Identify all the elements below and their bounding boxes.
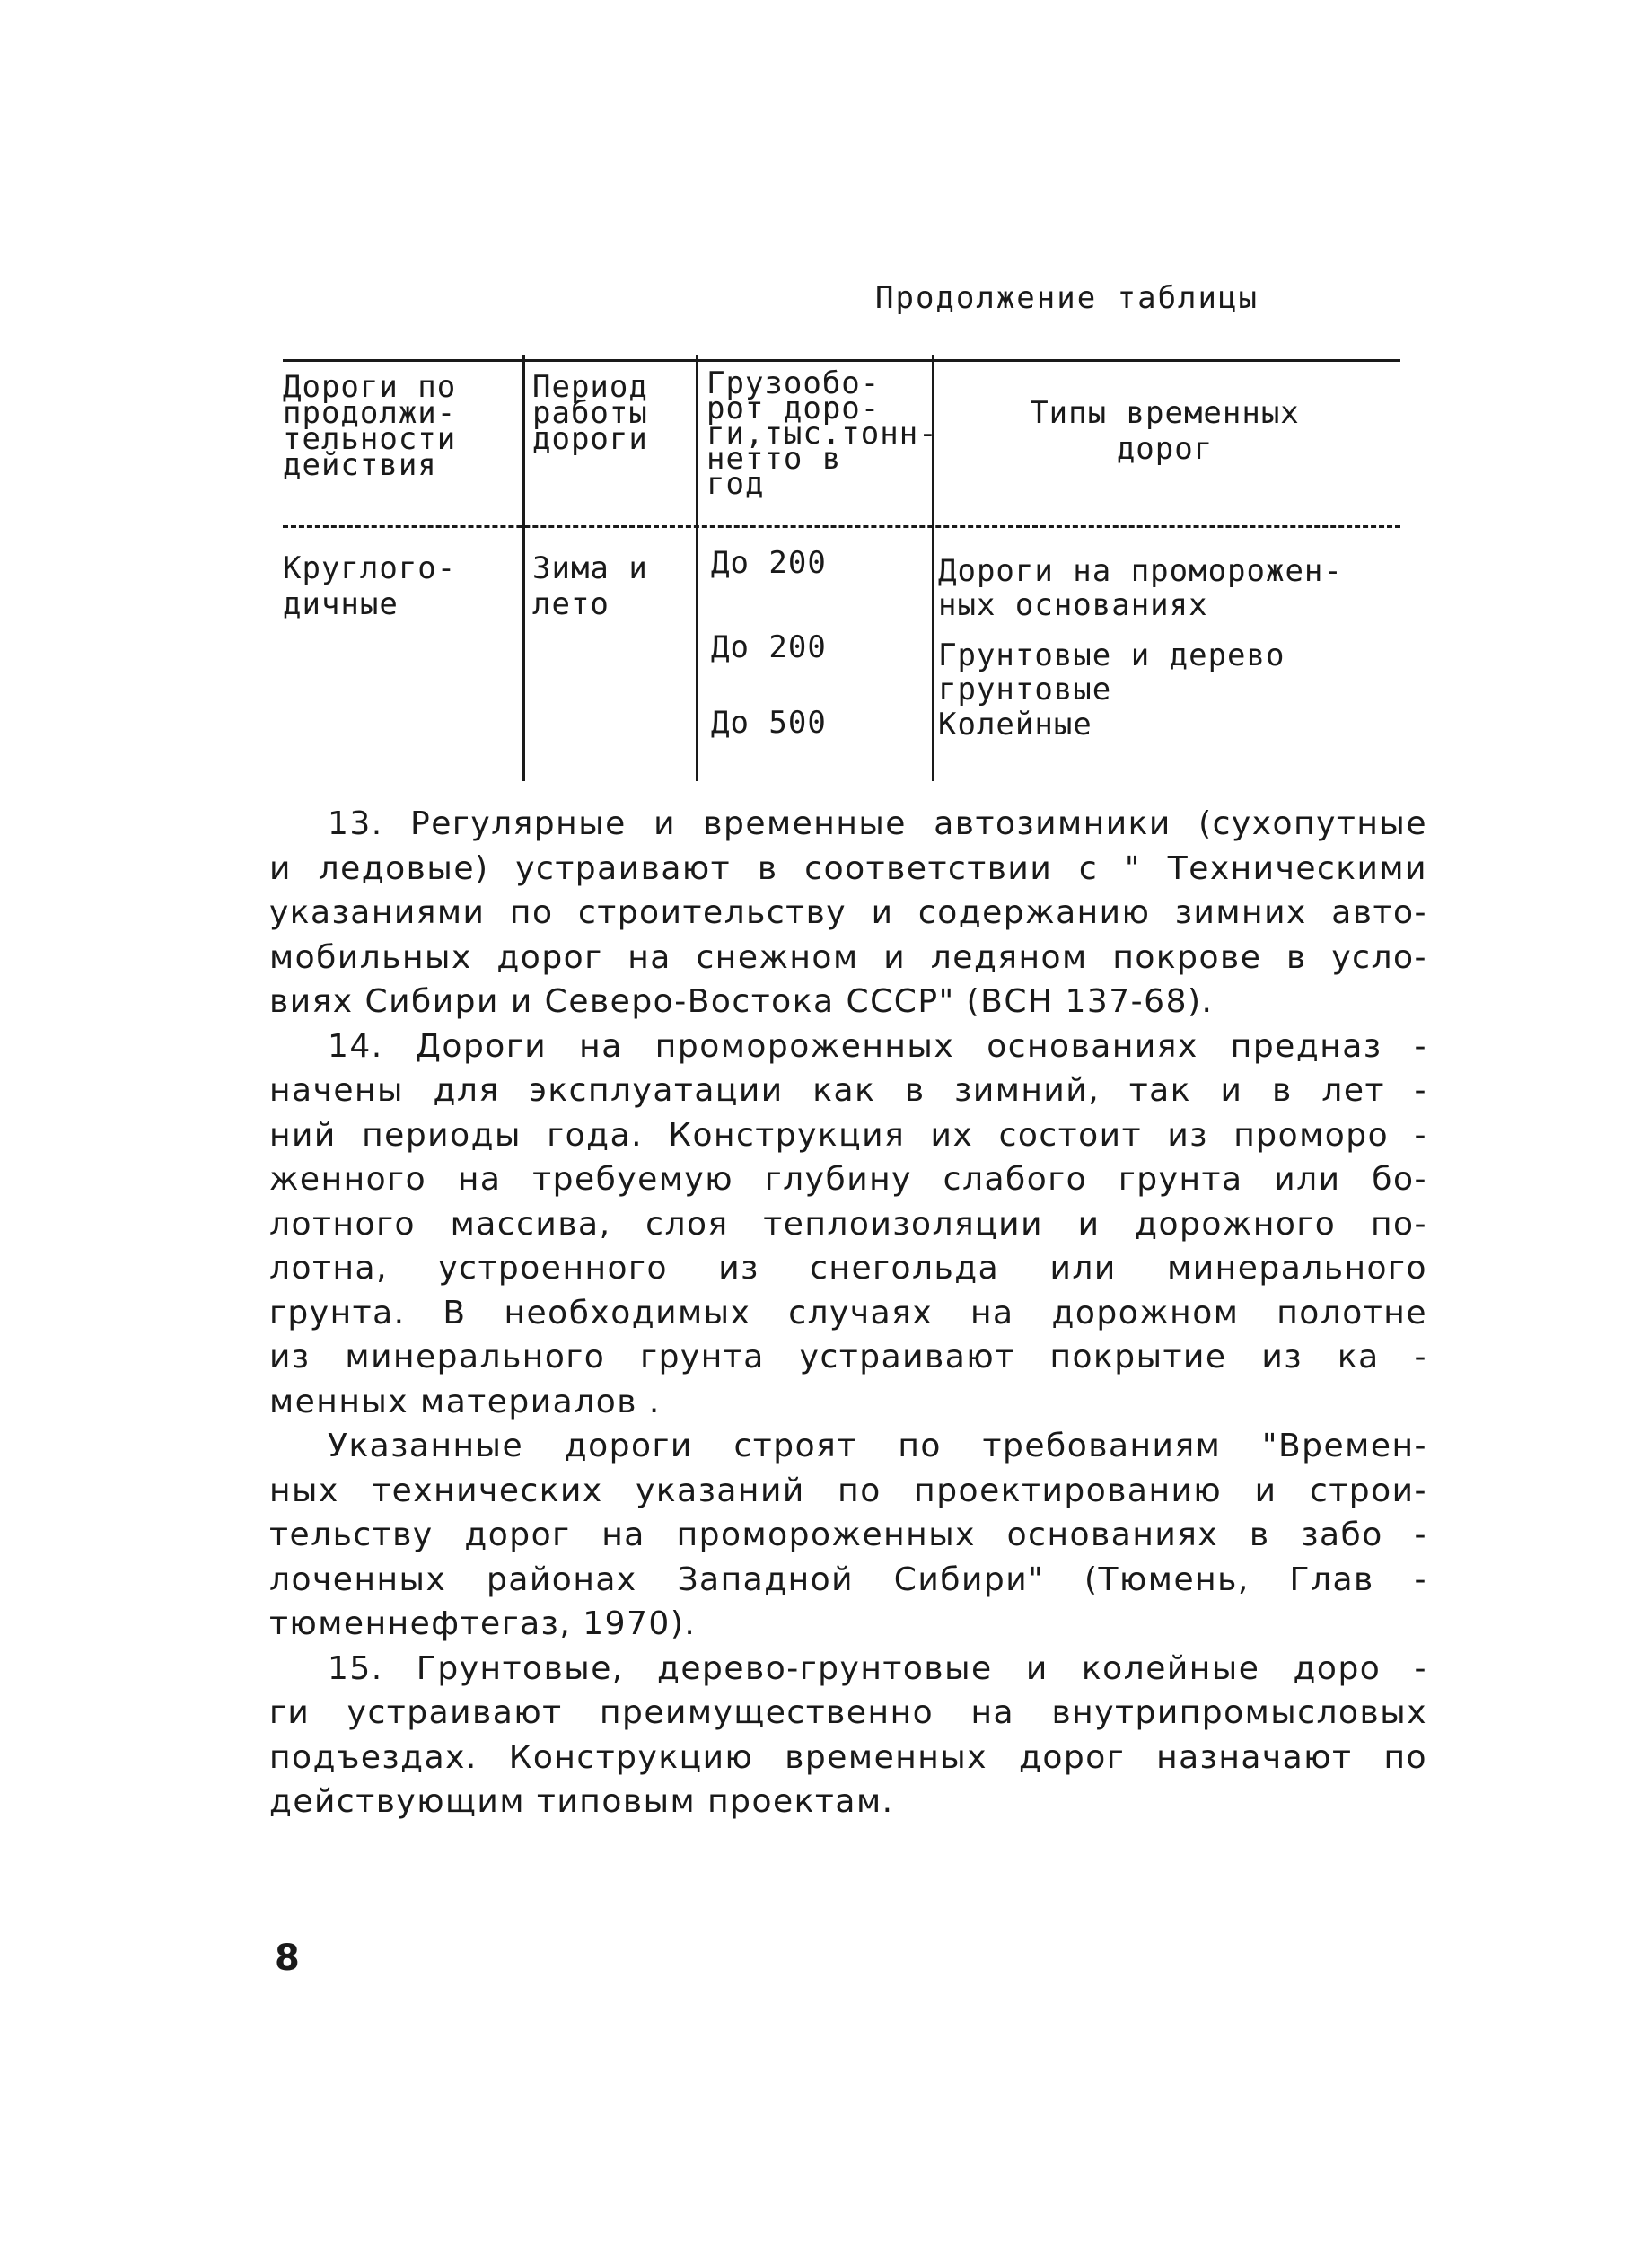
text-line: тюменнефтегаз, 1970). xyxy=(269,1605,697,1642)
table-col-divider-2 xyxy=(696,355,698,781)
header-duration: Дороги по продолжи- тельности действия xyxy=(283,369,457,483)
header-road-types: Типы временных дорог xyxy=(1030,395,1300,467)
text-line: начены для эксплуатации как в зимний, так и в лет - xyxy=(269,1072,1427,1109)
text-line: подъездах. Конструкцию временных дорог назначают по xyxy=(269,1738,1427,1776)
text-line: указаниями по строительству и содержанию зимних авто- xyxy=(269,894,1427,931)
paragraph-15 xyxy=(269,1647,1427,1824)
text-line: 14. Дороги на промороженных основаниях предназ - xyxy=(328,1027,1427,1065)
body-text xyxy=(269,802,1427,1824)
text-line: виях Сибири и Северо-Востока СССР" (ВСН 137-68). xyxy=(269,983,1214,1020)
text-line: из минерального грунта устраивают покрытие из ка - xyxy=(269,1339,1427,1376)
cell-cargo-3: До 500 xyxy=(711,705,827,741)
paragraph-14 xyxy=(269,1024,1427,1425)
text-line: ги устраивают преимущественно на внутрипромысловых xyxy=(269,1694,1427,1731)
table-top-rule xyxy=(283,359,1400,362)
cell-type-1: Дороги на проморожен- ных основаниях xyxy=(938,553,1343,623)
cell-period: Зима и лето xyxy=(532,550,648,622)
text-line: Указанные дороги строят по требованиям "Времен- xyxy=(328,1428,1427,1464)
paragraph-13 xyxy=(269,802,1427,1024)
text-line: менных материалов . xyxy=(269,1383,661,1420)
cell-cargo-2: До 200 xyxy=(711,629,827,665)
text-line: и ледовые) устраивают в соответствии с " Техническими xyxy=(269,849,1427,887)
text-line: 15. Грунтовые, дерево-грунтовые и колейные доро - xyxy=(328,1649,1427,1687)
text-line: 13. Регулярные и временные автозимники (сухопутные xyxy=(328,805,1427,842)
text-line: ных технических указаний по проектированию и строи- xyxy=(269,1472,1427,1509)
table-continuation-caption: Продолжение таблицы xyxy=(875,280,1259,316)
header-cargo: Грузообо- рот доро- ги,тыс.тонн- нетто в год xyxy=(706,365,938,502)
text-line: мобильных дорог на снежном и ледяном покрове в усло- xyxy=(269,938,1427,976)
text-line: грунта. В необходимых случаях на дорожном полотне xyxy=(269,1294,1427,1332)
cell-type-2: Грунтовые и дерево грунтовые xyxy=(938,637,1285,708)
text-line: тельству дорог на промороженных основаниях в забо - xyxy=(269,1516,1427,1553)
text-line: лоченных районах Западной Сибири" (Тюмень, Глав - xyxy=(269,1560,1427,1598)
text-line: действующим типовым проектам. xyxy=(269,1783,894,1820)
cell-type-3: Колейные xyxy=(938,707,1092,743)
cell-cargo-1: До 200 xyxy=(711,545,827,581)
page-number: 8 xyxy=(275,1938,300,1979)
text-line: ний периоды года. Конструкция их состоит из проморо - xyxy=(269,1116,1427,1154)
text-line: женного на требуемую глубину слабого грунта или бо- xyxy=(269,1161,1427,1198)
cell-duration: Круглого- дичные xyxy=(283,550,457,622)
text-line: лотна, устроенного из снегольда или минерального xyxy=(269,1250,1427,1287)
table-col-divider-1 xyxy=(522,355,525,781)
header-period: Период работы дороги xyxy=(532,369,648,457)
paragraph-requirements xyxy=(269,1424,1427,1647)
table-header-rule xyxy=(283,525,1400,528)
roads-table xyxy=(283,355,1400,781)
text-line: лотного массива, слоя теплоизоляции и дорожного по- xyxy=(269,1205,1427,1243)
